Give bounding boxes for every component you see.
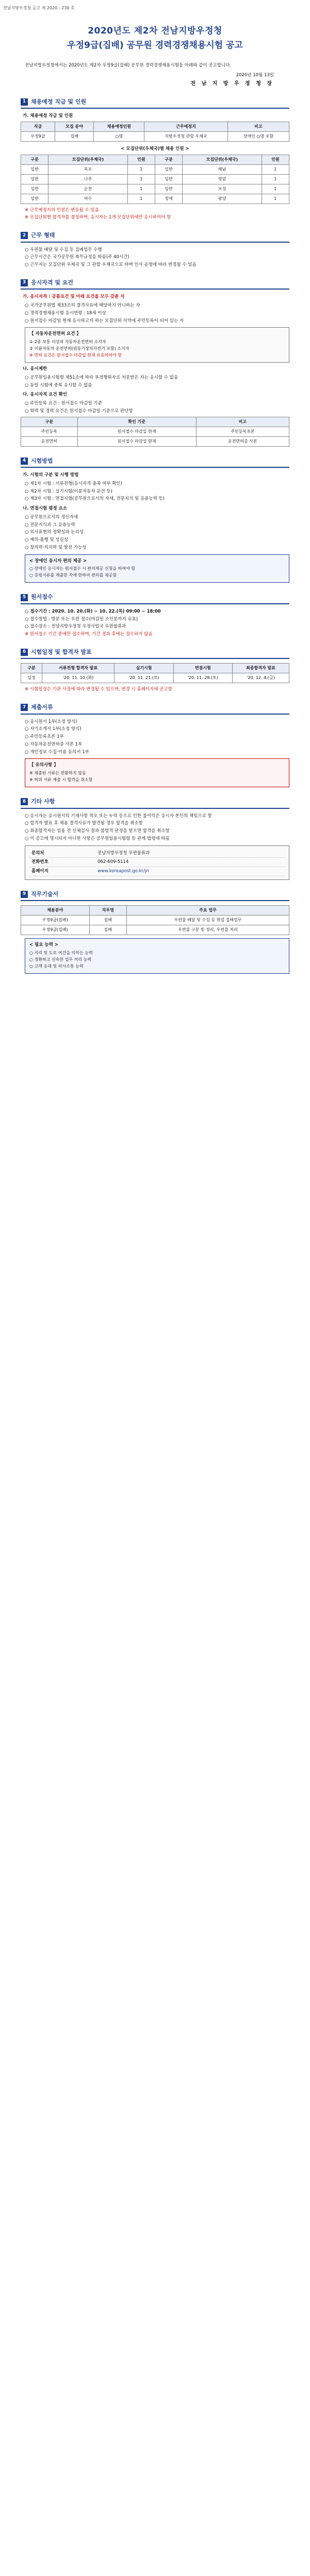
table-cell: 나주: [48, 174, 127, 184]
body-line: ○ 접수방법 : 방문 또는 우편 접수(마감일 소인분까지 유효): [25, 616, 138, 622]
table-row: [21, 436, 289, 446]
section-7: [21, 703, 289, 787]
body-line: ○ 제1차 시험 : 서류전형(응시자격 충족 여부 확인): [25, 481, 123, 486]
table-cell: 장애: [155, 194, 182, 204]
table-header: 확인 기준: [77, 417, 196, 427]
body-line: ○ 접수장소 : 전남지방우정청 우정사업국 우편물류과: [25, 624, 126, 630]
section-title: 직무기술서: [31, 890, 59, 897]
table-header: 모집단위(우체국): [48, 155, 127, 164]
table-cell: 일반: [21, 174, 48, 184]
table-cell: 집배: [89, 916, 126, 925]
table-cell: 우편물 배달 및 수집 등 현업 집배업무: [126, 916, 289, 925]
body-line: ○ 합격자 발표 후 채용 결격사유가 발견될 경우 합격을 취소함: [25, 821, 143, 826]
table-cell: 주민등록초본: [196, 427, 289, 436]
table-cell: 1: [262, 164, 289, 174]
table-cell: 순천: [48, 184, 127, 194]
contact-key: 홈페이지: [31, 869, 48, 874]
body-line: ○ 경력경쟁채용시험 응시연령 : 18세 이상: [25, 310, 106, 316]
notice-date: 2020년 10월 13일: [236, 72, 274, 78]
body-line: ○ 전문지식과 그 응용능력: [25, 522, 75, 528]
section-number: 4: [21, 457, 28, 465]
section-title: 시험방법: [31, 457, 53, 464]
body-line: ○ 응시자는 응시원서의 기재사항 착오 또는 누락 등으로 인한 불이익은 응시자 본인의 책임으로 함: [25, 813, 212, 819]
table-cell: 지방우정청 관할 우체국: [144, 131, 228, 141]
table-cell: 여수: [48, 194, 127, 204]
section-title: 채용예정 직급 및 인원: [31, 98, 87, 105]
table-header: 구분: [155, 155, 182, 164]
section-title: 제출서류: [31, 704, 53, 710]
requirement-table: [21, 417, 289, 447]
table-cell: 1: [127, 174, 155, 184]
box-title: < 필요 능력 >: [29, 942, 58, 948]
table-cell: '20. 11. 21.(토): [115, 673, 173, 683]
table-cell: 원서접수 마감일 현재: [77, 436, 196, 446]
table-row: [21, 131, 289, 141]
table-cell: 1: [127, 194, 155, 204]
table-cell: '20. 11. 28.(토): [173, 673, 232, 683]
table-caption: < 모집단위(우체국)별 채용 인원 >: [121, 146, 189, 151]
table-cell: 1: [262, 194, 289, 204]
section-number: 5: [21, 594, 28, 601]
body-line: ○ 예의·품행 및 성실성: [25, 537, 68, 543]
subsection-title: 다. 응시자격 요건 확인: [23, 392, 68, 398]
contact-key: 전화번호: [31, 859, 48, 865]
box-line: ※ 제출된 서류는 반환하지 않음: [29, 771, 86, 775]
body-line: ○ 창의력·의지력 및 발전 가능성: [25, 545, 87, 550]
schedule-table: [21, 663, 289, 683]
body-line: ○ 개인정보 수집·이용 동의서 1부: [25, 749, 89, 755]
table-cell: 우정9급(집배): [21, 916, 90, 925]
signature-block: [21, 72, 289, 88]
section-number: 1: [21, 98, 28, 106]
table-cell: '20. 11. 10.(화): [42, 673, 114, 683]
table-header: 채용예정인원: [94, 122, 144, 131]
issuer-name: 전 남 지 방 우 정 청 장: [190, 80, 274, 87]
contact-value: 062-609-5114: [97, 859, 129, 865]
table-cell: 일반: [21, 164, 48, 174]
table-cell: 해남: [183, 164, 262, 174]
table-row: [21, 916, 289, 925]
section-header: [21, 231, 289, 243]
body-line: ○ 자동차운전면허증 사본 1부: [25, 741, 83, 747]
table-header: 구분: [21, 664, 42, 673]
table-row: [21, 174, 289, 184]
table-header: 인원: [262, 155, 289, 164]
table-cell: 1: [127, 184, 155, 194]
section-3: [21, 279, 289, 447]
table-cell: 보성: [183, 184, 262, 194]
box-line: ○ 정확하고 신속한 업무 처리 능력: [29, 957, 92, 962]
section-number: 8: [21, 798, 28, 805]
note-line: ※ 시험일정은 기관 사정에 따라 변경될 수 있으며, 변경 시 홈페이지에 공고함: [25, 687, 172, 692]
table-cell: 원서접수 마감일 현재: [77, 427, 196, 436]
note-line: ※ 근무예정지의 인원은 변동될 수 있음: [25, 207, 99, 213]
section-title: 기타 사항: [31, 798, 55, 805]
section-1: [21, 98, 289, 222]
body-line: ○ 이 공고에 명시되지 아니한 사항은 공무원임용시험령 등 관계 법령에 따름: [25, 836, 170, 841]
table-cell: 일반: [155, 184, 182, 194]
section-header: [21, 798, 289, 809]
body-line: ○ 주민등록 요건 : 원서접수 마감일 기준: [25, 401, 102, 406]
homepage-link[interactable]: www.koreapost.go.kr/jn: [97, 869, 149, 874]
table-cell: 일반: [155, 164, 182, 174]
table-cell: 광양: [183, 194, 262, 204]
section-title: 원서접수: [31, 594, 53, 601]
note-line: ※ 모집단위별 합격자를 결정하며, 응시자는 1개 모집단위에만 응시하여야 함: [25, 215, 171, 221]
section-6: [21, 648, 289, 693]
table-header: 채용분야: [21, 906, 90, 916]
table-cell: 1: [262, 174, 289, 184]
table-cell: 우편물 구분 및 정리, 우편물 처리: [126, 925, 289, 935]
section-header: [21, 703, 289, 715]
table-header: 직무명: [89, 906, 126, 916]
contact-value: 전남지방우정청 우편물류과: [97, 850, 150, 856]
section-header: [21, 648, 289, 659]
table-cell: 일정: [21, 673, 42, 683]
caution-box: [25, 758, 289, 787]
box-line: ② 이륜자동차 운전면허(원동기장치자전거 포함) 소지자: [29, 346, 129, 351]
section-number: 9: [21, 891, 28, 898]
contact-key: 문의처: [31, 850, 44, 856]
table-cell: 운전면허증 사본: [196, 436, 289, 446]
body-line: ○ 자기소개서 1부(소정 양식): [25, 726, 81, 732]
box-line: ※ 허위 서류 제출 시 합격을 취소함: [29, 777, 93, 782]
section-header: [21, 279, 289, 290]
notice-number: 전남지방우정청 공고 제 2020 - 230 호: [3, 6, 75, 10]
section-header: [21, 98, 289, 109]
subsection-title: 가. 시험의 구분 및 시행 방법: [23, 472, 79, 478]
section-2: [21, 231, 289, 268]
body-line: ○ 공무원임용시험령 제51조에 따라 부정행위자로 처분받은 자는 응시할 수 없음: [25, 375, 178, 380]
job-description-table: [21, 905, 289, 935]
table-cell: 일반: [155, 174, 182, 184]
title-line-1: 2020년도 제2차 전남지방우정청: [88, 26, 222, 36]
body-line: ○ 응시원서 1부(소정 양식): [25, 719, 77, 724]
table-header: 비고: [196, 417, 289, 427]
section-header: [21, 890, 289, 902]
section-5: [21, 593, 289, 638]
section-4: [21, 457, 289, 583]
section-title: 근무 형태: [31, 232, 55, 239]
intro-text: 전남지방우정청에서는 2020년도 제2차 우정9급(집배) 공무원 경력경쟁채용시험을 아래와 같이 공고합니다.: [25, 63, 232, 68]
body-line: ○ 공무원으로서의 정신자세: [25, 514, 78, 520]
unit-table: [21, 155, 289, 204]
table-header: 주요 업무: [126, 906, 289, 916]
table-cell: 집배: [89, 925, 126, 935]
box-line: ① 2종 보통 이상의 자동차운전면허 소지자: [29, 340, 106, 344]
title-block: [21, 25, 289, 52]
section-number: 7: [21, 704, 28, 711]
table-cell: 우정9급(집배): [21, 925, 90, 935]
table-header: 구분: [21, 155, 48, 164]
table-cell: '20. 12. 4.(금): [232, 673, 289, 683]
table-header: 직급: [21, 122, 55, 131]
table-row: [21, 427, 289, 436]
contact-box: [25, 845, 289, 880]
subsection-title: 나. 면접시험 평정 요소: [23, 506, 68, 511]
body-line: ○ 학력 및 경력 요건은 원서접수 마감일 기준으로 판단함: [25, 408, 133, 414]
body-line: ○ 동일 시험에 중복 응시할 수 없음: [25, 382, 92, 388]
section-9: [21, 890, 289, 974]
table-row: [21, 925, 289, 935]
section-title: 응시자격 및 요건: [31, 279, 74, 286]
box-line: ○ 장애인 응시자는 원서접수 시 편의제공 신청을 하여야 함: [29, 566, 136, 571]
list-item: [29, 858, 285, 867]
body-line: ○ 근무시간은 국가공무원 복무규정을 따름(주 40시간): [25, 255, 129, 260]
table-cell: 일반: [21, 184, 48, 194]
table-cell: 집배: [55, 131, 93, 141]
table-row: [21, 164, 289, 174]
body-line: ○ 제3차 시험 : 면접시험(공무원으로서의 자세, 전문지식 및 응용능력 등): [25, 496, 165, 502]
box-line: ○ 지리 및 도로 여건을 익히는 능력: [29, 951, 93, 955]
body-line: ○ 국가공무원법 제33조의 결격사유에 해당하지 아니하는 자: [25, 303, 140, 308]
table-header: 최종합격자 발표: [232, 664, 289, 673]
table-header: 서류전형 합격자 발표: [42, 664, 114, 673]
body-line: ○ 우편물 배달 및 수집 등 집배업무 수행: [25, 247, 102, 252]
table-header: 근무예정지: [144, 122, 228, 131]
list-item: [29, 867, 285, 876]
body-line: ○ 원서접수 마감일 현재 응시하고자 하는 모집단위 지역에 주민등록이 되어 있는 자: [25, 318, 184, 324]
section-header: [21, 593, 289, 604]
box-title: 【 자동차운전면허 요건 】: [29, 331, 81, 337]
table-header: 구분: [21, 417, 78, 427]
body-line: ○ 주민등록초본 1부: [25, 734, 64, 739]
box-title: < 장애인 응시자 편의 제공 >: [29, 558, 87, 564]
license-box: [25, 327, 289, 363]
table-cell: 1: [127, 164, 155, 174]
table-cell: 목포: [48, 164, 127, 174]
section-number: 3: [21, 279, 28, 286]
section-number: 2: [21, 232, 28, 239]
list-item: [29, 849, 285, 858]
section-number: 6: [21, 649, 28, 656]
table-header: 비고: [227, 122, 289, 131]
table-cell: 영암: [183, 174, 262, 184]
recruit-table: [21, 122, 289, 142]
subsection-title: 가. 응시자격 : 공통요건 및 아래 요건을 모두 갖춘 자: [23, 294, 125, 300]
note-line: ※ 원서접수 기간 중에만 접수하며, 기간 경과 후에는 접수하지 않음: [25, 632, 153, 637]
box-title: 【 유의사항 】: [29, 762, 58, 768]
table-header: 실기시험: [115, 664, 173, 673]
table-cell: 일반: [21, 194, 48, 204]
table-row: [21, 673, 289, 683]
table-cell: 장애인 ○명 포함: [227, 131, 289, 141]
section-8: [21, 798, 289, 880]
box-line: ○ 증빙서류를 제출한 자에 한하여 편의를 제공함: [29, 573, 117, 578]
table-row: [21, 194, 289, 204]
table-header: 면접시험: [173, 664, 232, 673]
table-cell: 운전면허: [21, 436, 78, 446]
table-cell: 1: [262, 184, 289, 194]
disability-box: [25, 554, 289, 583]
body-line: ○ 의사표현의 정확성과 논리성: [25, 530, 84, 535]
body-line: ○ 최종합격자는 임용 전 신체검사 결과 불합격 판정을 받으면 합격을 취소함: [25, 828, 170, 834]
title-line-2: 우정9급(집배) 공무원 경력경쟁채용시험 공고: [67, 40, 243, 50]
section-header: [21, 457, 289, 468]
competency-box: [25, 938, 289, 974]
table-cell: 주민등록: [21, 427, 78, 436]
body-line: ○ 근무지는 모집단위 우체국 및 그 관할 우체국으로 하며 인사 운영에 따라 변경될 수 있음: [25, 262, 197, 267]
subsection-title: 가. 채용예정 직급 및 인원: [23, 113, 73, 118]
section-title: 시험일정 및 합격자 발표: [31, 648, 92, 655]
table-cell: ○명: [94, 131, 144, 141]
subsection-title: 나. 응시제한: [23, 366, 47, 371]
table-row: [21, 184, 289, 194]
table-header: 모집 분야: [55, 122, 93, 131]
box-line: ○ 고객 응대 및 의사소통 능력: [29, 964, 84, 969]
table-header: 인원: [127, 155, 155, 164]
table-header: 모집단위(우체국): [183, 155, 262, 164]
body-line: ○ 접수기간 : 2020. 10. 20.(화) ~ 10. 22.(목) 09:00 ~ 18:00: [25, 608, 161, 614]
body-line: ○ 제2차 시험 : 실기시험(이륜자동차 운전 등): [25, 488, 112, 494]
table-cell: 우정9급: [21, 131, 55, 141]
box-line: ※ 면허 요건은 원서접수 마감일 현재 유효하여야 함: [29, 353, 122, 358]
